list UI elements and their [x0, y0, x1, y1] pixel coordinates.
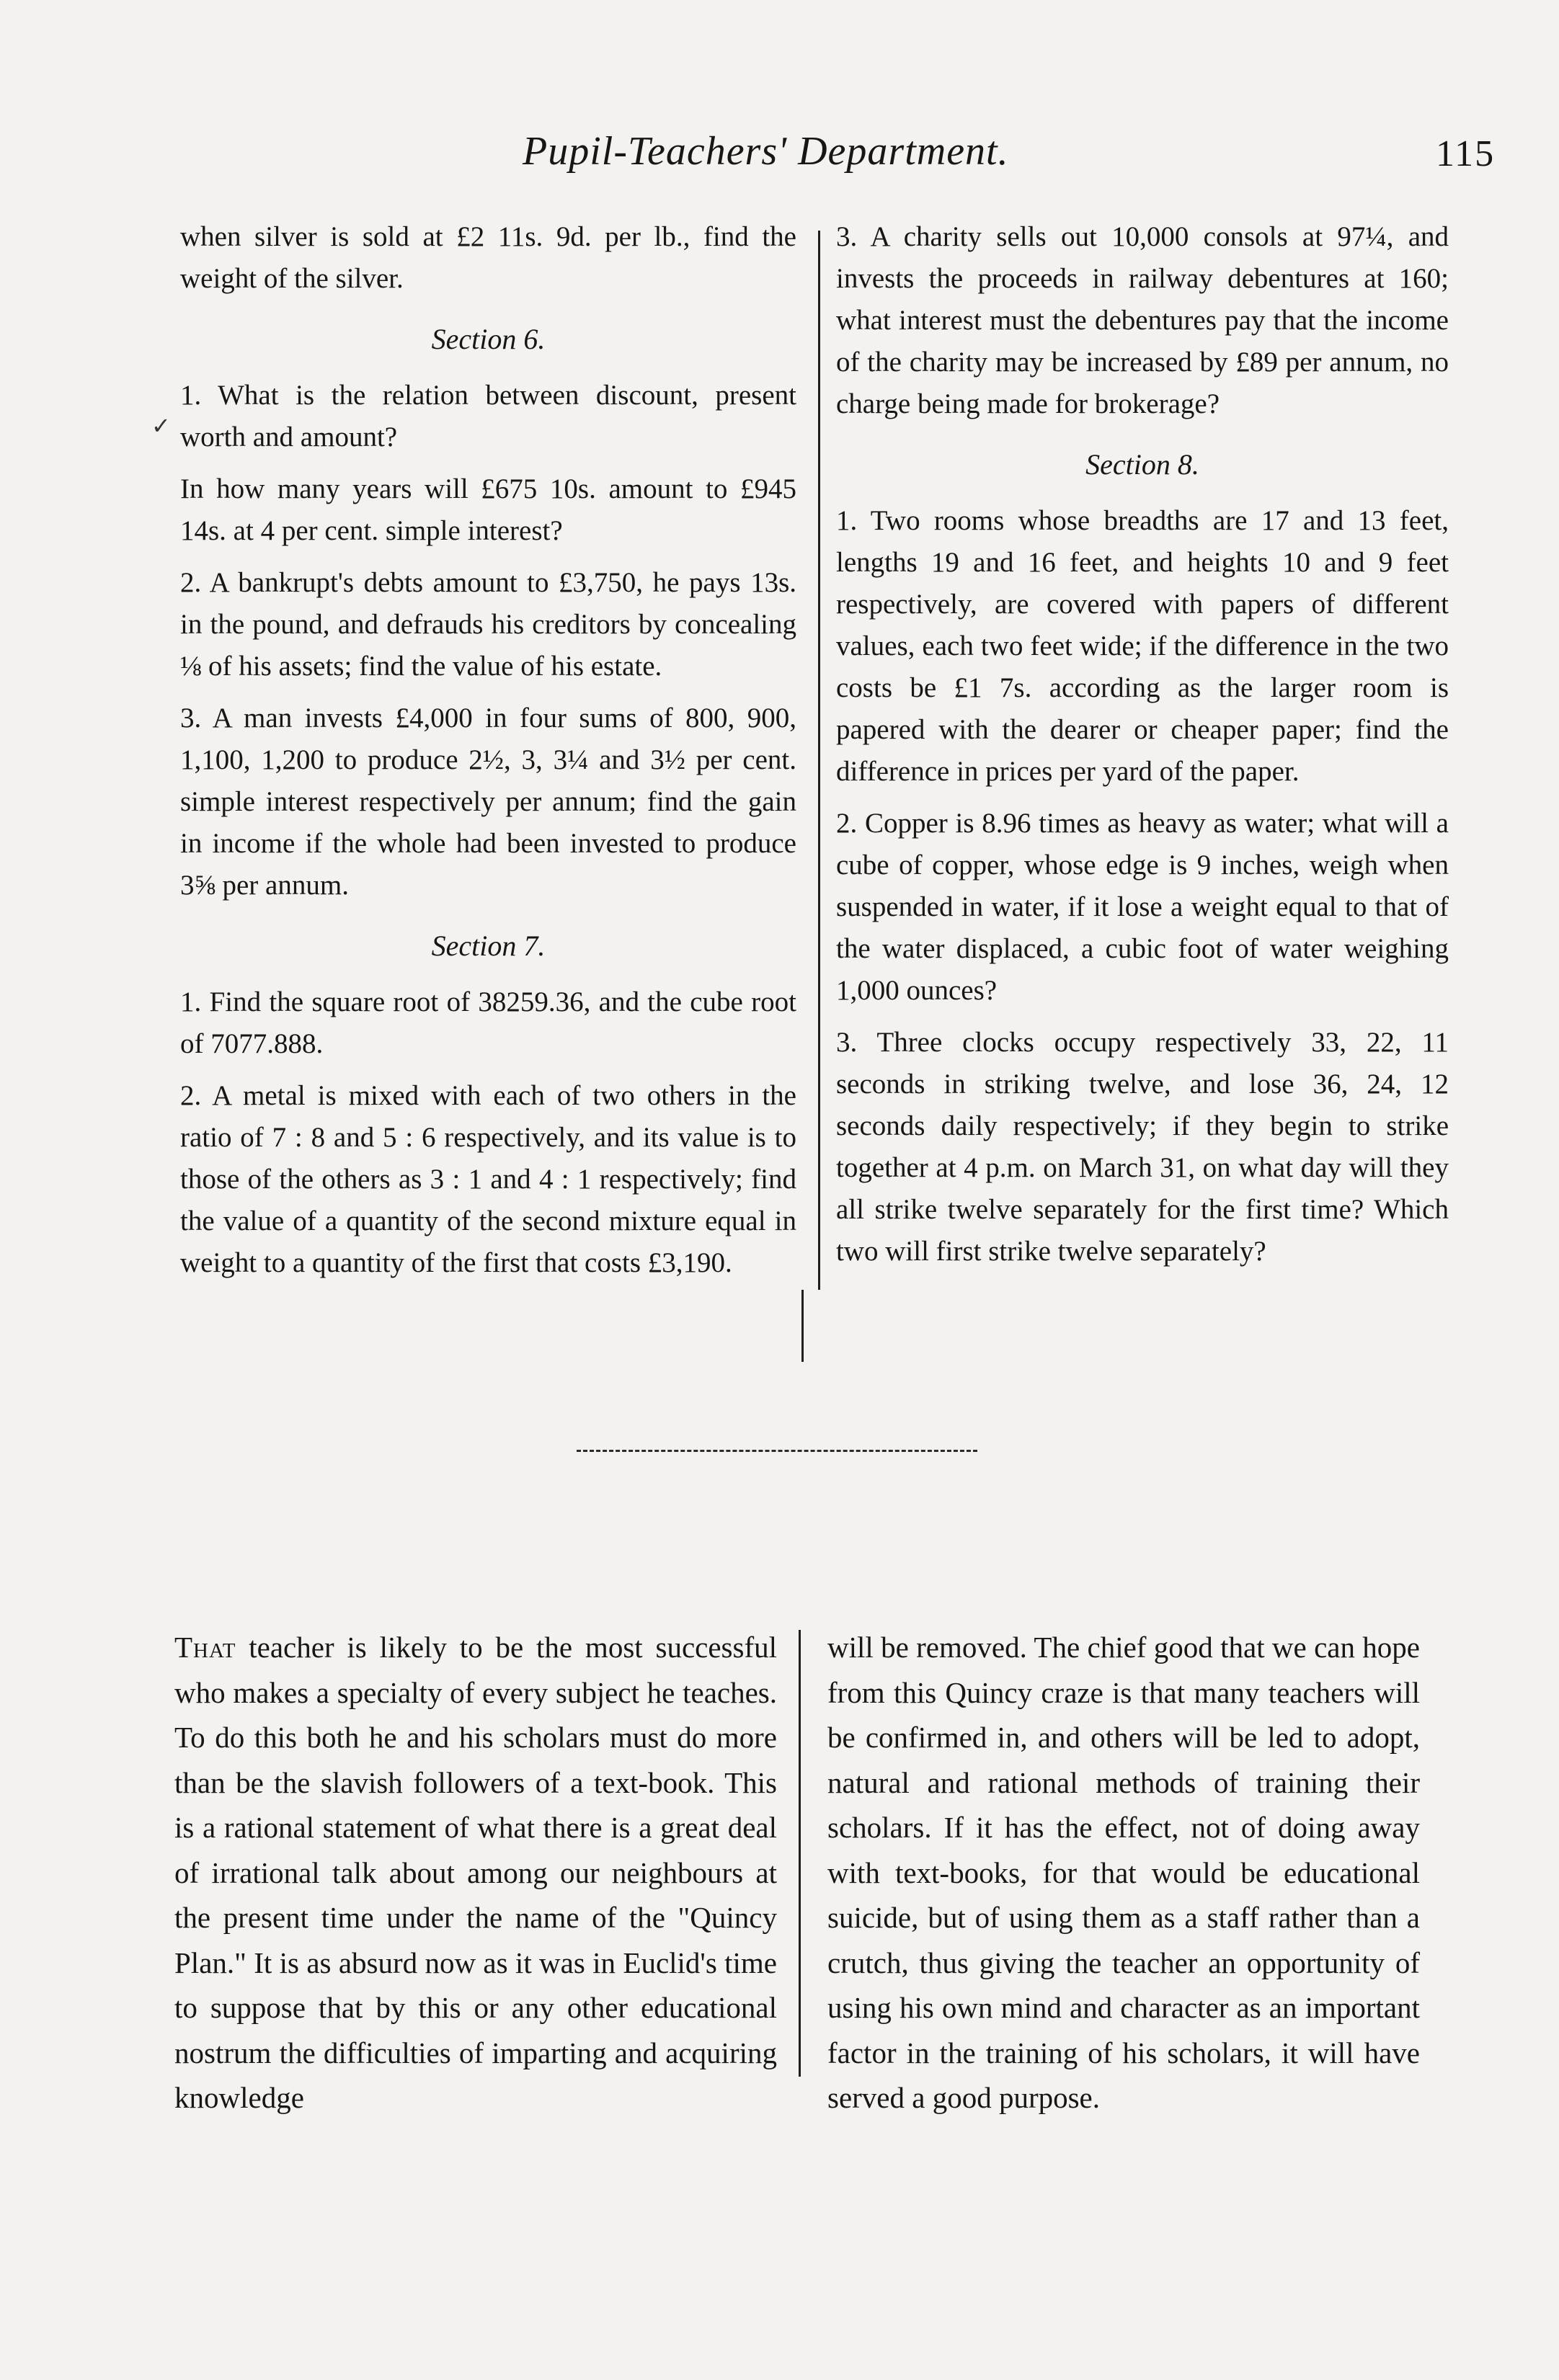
section-heading-7: Section 7. — [431, 930, 546, 962]
margin-mark: ✓ — [151, 413, 171, 439]
running-head — [0, 128, 1559, 179]
section-heading-8: Section 8. — [1085, 448, 1199, 481]
question-s8-3: 3. Three clocks occupy respectively 33, 22, 11 seconds in striking twelve, and lose 36, 24, 12 seconds daily respectively; if they begin to strike together at 4 p.m. on March 31, on what day will they all strike twelve separately for the first time? Which two will first strike twelve separately? — [836, 1027, 1449, 1267]
question-s6-2: 2. A bankrupt's debts amount to £3,750, he pays 13s. in the pound, and defrauds his creditors by concealing ⅛ of his assets; find the value of his estate. — [180, 567, 796, 682]
question-s6-1b: In how many years will £675 10s. amount to £945 14s. at 4 per cent. simple interest? — [180, 473, 796, 546]
question-continuation: when silver is sold at £2 11s. 9d. per lb., find the weight of the silver. — [180, 221, 796, 294]
article-text-left: teacher is likely to be the most successful who makes a specialty of every subject he teaches. To do this both he and his scholars must do more than be the slavish followers of a text-book. This is a rational statement of what there is a great deal of irrational talk about among our neighbours at the present time under the name of the "Quincy Plan." It is as absurd now as it was in Euclid's time to suppose that by this or any other educational nostrum the difficulties of imparting and acquiring knowledge — [174, 1631, 777, 2114]
column-rule — [801, 1290, 804, 1362]
question-s6-3: 3. A man invests £4,000 in four sums of 800, 900, 1,100, 1,200 to produce 2½, 3, 3¼ and 3½ per cent. simple interest respectively per annum; find the gain in income if the whole had been invested to produce 3⅝ per annum. — [180, 703, 796, 901]
question-s7-1: 1. Find the square root of 38259.36, and the cube root of 7077.888. — [180, 986, 796, 1059]
question-s8-1: 1. Two rooms whose breadths are 17 and 13 feet, lengths 19 and 16 feet, and heights 10 and 9 feet respectively, are covered with papers of different values, each two feet wide; if the difference in the two costs be £1 7s. according as the larger room is papered with the dearer or cheaper paper; find the difference in prices per yard of the paper. — [836, 505, 1449, 787]
page-number: 115 — [1436, 133, 1496, 174]
column-rule — [818, 231, 820, 1290]
question-s6-1a: 1. What is the relation between discount, present worth and amount? — [180, 380, 796, 453]
question-s7-2: 2. A metal is mixed with each of two others in the ratio of 7 : 8 and 5 : 6 respectively, and its value is to those of the others as 3 : 1 and 4 : 1 respectively; find the value of a quantity of the second mixture equal in weight to a quantity of the first that costs £3,190. — [180, 1080, 796, 1278]
right-column — [836, 216, 1449, 1283]
article-first-word: That — [174, 1631, 236, 1664]
section-heading-6: Section 6. — [431, 323, 546, 355]
article-left-column — [174, 1625, 777, 2121]
question-s8-2: 2. Copper is 8.96 times as heavy as water; what will a cube of copper, whose edge is 9 inches, weigh when suspended in water, if it lose a weight equal to that of the water displaced, a cubic foot of water weighing 1,000 ounces? — [836, 808, 1449, 1006]
article-right-column — [827, 1625, 1420, 2121]
left-column — [180, 216, 796, 1294]
column-rule — [799, 1630, 801, 2077]
article-text-right: will be removed. The chief good that we can hope from this Quincy craze is that many teachers will be confirmed in, and others will be led to adopt, natural and rational methods of training their scholars. If it has the effect, not of doing away with text-books, for that would be educational suicide, but of using them as a staff rather than a crutch, thus giving the teacher an opportunity of using his own mind and character as an important factor in the training of his scholars, it will have served a good purpose. — [827, 1631, 1420, 2114]
section-separator — [577, 1450, 977, 1452]
running-title: Pupil-Teachers' Department. — [523, 129, 1009, 174]
question-s7-3: 3. A charity sells out 10,000 consols at 97¼, and invests the proceeds in railway debentures at 160; what interest must the debentures pay that the income of the charity may be increased by £89 per annum, no charge being made for brokerage? — [836, 221, 1449, 419]
article-paragraph-start — [174, 1625, 777, 2121]
